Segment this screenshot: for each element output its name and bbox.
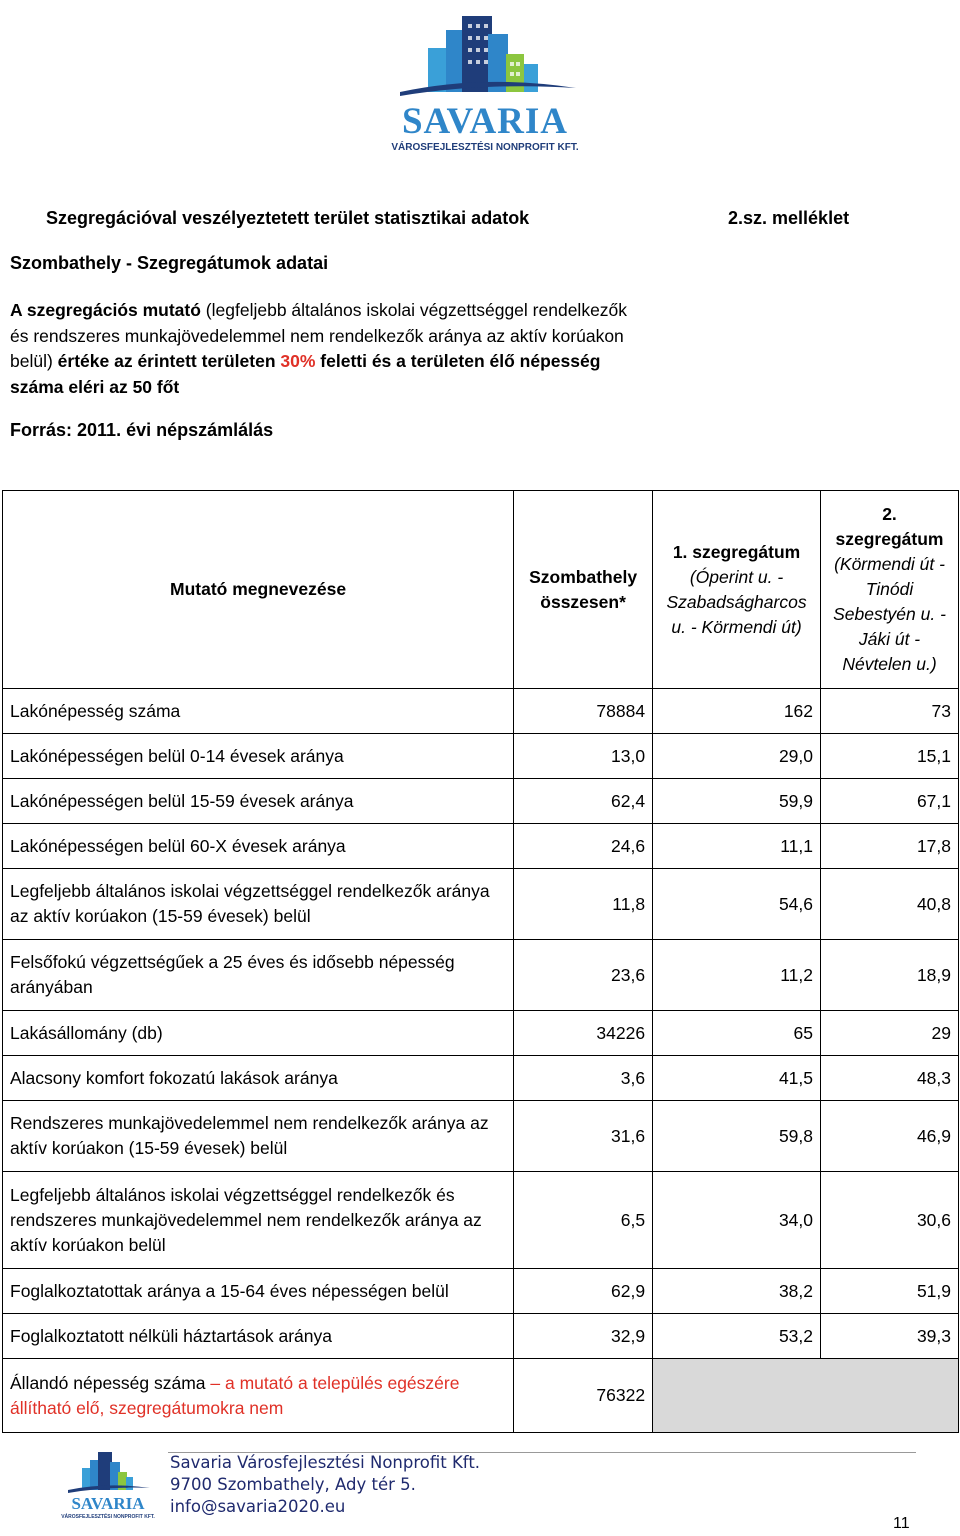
row-label: Lakónépességen belül 0-14 évesek aránya xyxy=(3,734,514,779)
row-total: 3,6 xyxy=(514,1056,653,1101)
row-seg1: 53,2 xyxy=(653,1314,821,1359)
row-label: Foglalkoztatottak aránya a 15-64 éves népességen belül xyxy=(3,1269,514,1314)
row-label: Lakásállomány (db) xyxy=(3,1011,514,1056)
intro-paragraph xyxy=(10,298,650,400)
row-label: Foglalkoztatott nélküli háztartások aránya xyxy=(3,1314,514,1359)
row-seg2: 40,8 xyxy=(821,869,959,940)
table-row xyxy=(3,824,959,869)
table-header-row xyxy=(3,491,959,689)
row-seg1: 65 xyxy=(653,1011,821,1056)
row-seg2: 67,1 xyxy=(821,779,959,824)
footer-address: 9700 Szombathely, Ady tér 5. xyxy=(170,1475,416,1494)
table-row xyxy=(3,1101,959,1172)
footer-logo-name: SAVARIA xyxy=(71,1494,145,1513)
row-total: 34226 xyxy=(514,1011,653,1056)
table-row xyxy=(3,689,959,734)
city-skyline-icon xyxy=(380,8,590,100)
table-row xyxy=(3,1172,959,1269)
document-title: Szegregációval veszélyeztetett terület statisztikai adatok xyxy=(46,208,530,228)
row-seg1: 41,5 xyxy=(653,1056,821,1101)
row-total: 23,6 xyxy=(514,940,653,1011)
header-total: Szombathely összesen* xyxy=(514,491,653,689)
table-row xyxy=(3,779,959,824)
row-seg1: 59,8 xyxy=(653,1101,821,1172)
section-subtitle: Szombathely - Szegregátumok adatai xyxy=(10,253,329,273)
row-label: Lakónépesség száma xyxy=(3,689,514,734)
row-total: 31,6 xyxy=(514,1101,653,1172)
header-seg1-title: 1. szegregátum xyxy=(672,541,801,562)
row-total: 62,4 xyxy=(514,779,653,824)
row-label: Lakónépességen belül 60-X évesek aránya xyxy=(3,824,514,869)
row-seg1: 38,2 xyxy=(653,1269,821,1314)
row-total: 78884 xyxy=(514,689,653,734)
table-row xyxy=(3,734,959,779)
not-applicable-cell xyxy=(653,1359,959,1433)
table-row xyxy=(3,1011,959,1056)
row-seg2: 17,8 xyxy=(821,824,959,869)
footer-logo-subtitle: VÁROSFEJLESZTÉSI NONPROFIT KFT. xyxy=(61,1514,155,1520)
table-row xyxy=(3,869,959,940)
city-skyline-icon xyxy=(58,1450,158,1494)
row-seg2: 30,6 xyxy=(821,1172,959,1269)
header-seg2-desc: (Körmendi út - Tinódi Sebestyén u. - Jáki út - Névtelen u.) xyxy=(833,554,946,674)
row-seg2: 15,1 xyxy=(821,734,959,779)
header-seg2 xyxy=(821,491,959,689)
row-label: Alacsony komfort fokozatú lakások aránya xyxy=(3,1056,514,1101)
annex-label: 2.sz. melléklet xyxy=(728,208,850,228)
row-label: Legfeljebb általános iskolai végzettséggel rendelkezők aránya az aktív korúakon (15-59 évesek) belül xyxy=(3,869,514,940)
footer-company: Savaria Városfejlesztési Nonprofit Kft. xyxy=(170,1453,481,1472)
source-note: Forrás: 2011. évi népszámlálás xyxy=(10,420,274,440)
row-seg2: 73 xyxy=(821,689,959,734)
intro-part2: (legfeljebb általános iskolai végzettséggel rendelkezők és rendszeres munkajövedelemmel nem rendelkezők aránya az aktív korúakon belül) xyxy=(10,300,628,371)
row-seg2: 29 xyxy=(821,1011,959,1056)
row-total: 13,0 xyxy=(514,734,653,779)
row-total: 76322 xyxy=(514,1359,653,1433)
footer-logo xyxy=(58,1450,158,1526)
row-label: Legfeljebb általános iskolai végzettséggel rendelkezők és rendszeres munkajövedelemmel nem rendelkezők aránya az aktív korúakon belül xyxy=(3,1172,514,1269)
row-total: 6,5 xyxy=(514,1172,653,1269)
header-indicator: Mutató megnevezése xyxy=(3,491,514,689)
permanent-population-label: Állandó népesség száma xyxy=(10,1372,206,1393)
row-total: 11,8 xyxy=(514,869,653,940)
row-seg2: 51,9 xyxy=(821,1269,959,1314)
row-seg1: 59,9 xyxy=(653,779,821,824)
row-seg1: 54,6 xyxy=(653,869,821,940)
intro-part4: feletti és a területen élő népesség száma eléri az 50 főt xyxy=(10,351,601,397)
table-row xyxy=(3,1269,959,1314)
savaria-logo xyxy=(380,8,590,158)
row-seg1: 11,2 xyxy=(653,940,821,1011)
intro-highlight: 30% xyxy=(280,351,316,371)
header-seg2-title: 2. szegregátum xyxy=(835,504,944,549)
table-row xyxy=(3,1314,959,1359)
row-seg2: 46,9 xyxy=(821,1101,959,1172)
row-seg2: 18,9 xyxy=(821,940,959,1011)
row-label: Rendszeres munkajövedelemmel nem rendelkezők aránya az aktív korúakon (15-59 évesek) belül xyxy=(3,1101,514,1172)
logo-subtitle: VÁROSFEJLESZTÉSI NONPROFIT KFT. xyxy=(391,142,579,153)
intro-part1: A szegregációs mutató xyxy=(10,300,201,320)
row-seg1: 29,0 xyxy=(653,734,821,779)
footer-email[interactable]: info@savaria2020.eu xyxy=(170,1497,346,1516)
logo-name: SAVARIA xyxy=(401,101,569,142)
table-row xyxy=(3,1056,959,1101)
header-seg1 xyxy=(653,491,821,689)
table-row-permanent-population xyxy=(3,1359,959,1433)
page-number: 11 xyxy=(893,1515,910,1532)
header-seg1-desc: (Óperint u. - Szabadságharcos u. - Körmendi út) xyxy=(666,566,807,637)
row-total: 32,9 xyxy=(514,1314,653,1359)
footer-contact xyxy=(170,1452,480,1518)
row-seg1: 162 xyxy=(653,689,821,734)
row-label xyxy=(3,1359,514,1433)
table-row xyxy=(3,940,959,1011)
row-seg2: 48,3 xyxy=(821,1056,959,1101)
row-label: Felsőfokú végzettségűek a 25 éves és idősebb népesség arányában xyxy=(3,940,514,1011)
row-total: 62,9 xyxy=(514,1269,653,1314)
statistics-table xyxy=(2,490,959,1433)
row-seg1: 11,1 xyxy=(653,824,821,869)
row-seg2: 39,3 xyxy=(821,1314,959,1359)
row-total: 24,6 xyxy=(514,824,653,869)
row-label: Lakónépességen belül 15-59 évesek aránya xyxy=(3,779,514,824)
row-seg1: 34,0 xyxy=(653,1172,821,1269)
permanent-population-note: – a mutató a település egészére állítható elő, szegregátumokra nem xyxy=(10,1372,460,1418)
intro-part3: értéke az érintett területen xyxy=(57,351,281,371)
